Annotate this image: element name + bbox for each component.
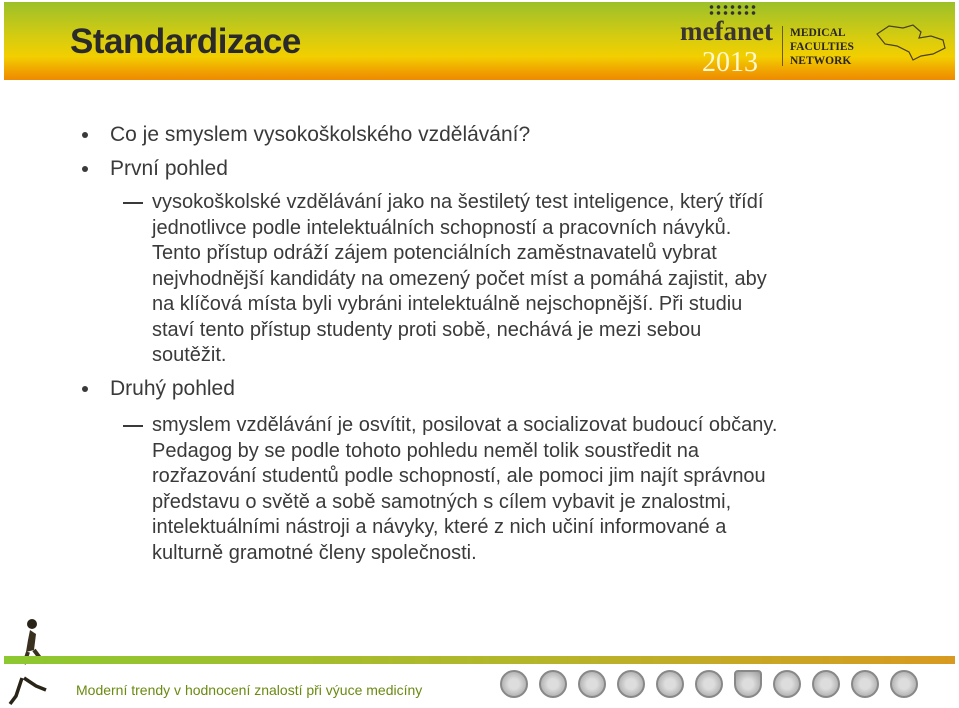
bullet-text: Druhý pohled <box>110 377 235 400</box>
slide-title: Standardizace <box>70 22 301 61</box>
text-line: smyslem vzdělávání je osvítit, posilovat a socializovat budoucí občany. <box>152 414 778 436</box>
text-line: staví tento přístup studenty proti sobě, nechává je mezi sebou <box>152 318 702 341</box>
sub-bullet-text <box>152 190 767 369</box>
seal-icon <box>578 670 606 698</box>
seal-icon <box>695 670 723 698</box>
tagline-line: FACULTIES <box>790 41 854 53</box>
bullet-text: První pohled <box>110 157 228 180</box>
seal-icon <box>500 670 528 698</box>
logo-divider <box>782 26 783 66</box>
logo-name: mefanet <box>680 16 773 46</box>
text-line: nejvhodnější kandidáty na omezený počet míst a pomáhá zajistit, aby <box>152 267 767 290</box>
dash-marker <box>123 202 143 204</box>
tagline-line: MEDICAL <box>790 27 846 39</box>
text-line: představu o světě a sobě samotných s cílem vybavit je znalostmi, <box>152 490 732 513</box>
sub-bullet-text <box>152 413 778 566</box>
shield-icon <box>734 670 762 698</box>
text-line: jednotlivce podle intelektuálních schopností a pracovních návyků. <box>152 216 732 239</box>
dots-icon <box>708 4 758 16</box>
tagline-line: NETWORK <box>790 55 852 67</box>
footer-divider <box>4 656 955 664</box>
seal-icon <box>539 670 567 698</box>
seal-icon <box>851 670 879 698</box>
logo-year: 2013 <box>702 47 758 78</box>
seal-icon <box>617 670 645 698</box>
bullet-dot <box>82 166 88 172</box>
seal-icon <box>656 670 684 698</box>
text-line: kulturně gramotné členy společnosti. <box>152 541 477 564</box>
text-line: na klíčová místa byli vybráni intelektuálně nejschopnější. Při studiu <box>152 293 743 315</box>
seal-icon <box>890 670 918 698</box>
map-icon <box>875 22 947 62</box>
footer-text: Moderní trendy v hodnocení znalostí při výuce medicíny <box>76 682 423 698</box>
seal-icon <box>773 670 801 698</box>
text-line: soutěžit. <box>152 344 227 366</box>
text-line: vysokoškolské vzdělávání jako na šestiletý test inteligence, který třídí <box>152 191 764 213</box>
text-line: intelektuálními nástroji a návyky, které z nich učiní informované a <box>152 516 727 538</box>
bullet-dot <box>82 386 88 392</box>
faculty-seals <box>500 670 918 698</box>
bullet-text: Co je smyslem vysokoškolského vzdělávání? <box>110 123 531 146</box>
mefanet-logo <box>680 4 950 78</box>
text-line: rozřazování studentů podle schopností, ale pomoci jim najít správnou <box>152 465 766 487</box>
dash-marker <box>123 425 143 427</box>
seal-icon <box>812 670 840 698</box>
bullet-dot <box>82 132 88 138</box>
text-line: Pedagog by se podle tohoto pohledu neměl tolik soustředit na <box>152 439 700 462</box>
text-line: Tento přístup odráží zájem potenciálních zaměstnavatelů vybrat <box>152 242 717 264</box>
logo-tagline <box>790 26 854 68</box>
